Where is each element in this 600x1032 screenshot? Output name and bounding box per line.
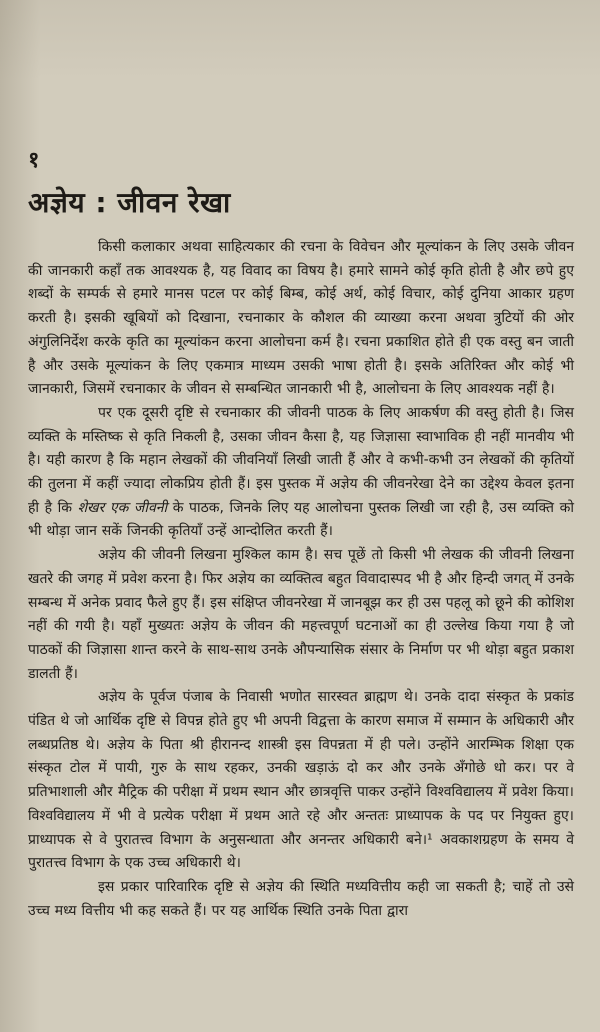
paragraph-2-text-before: पर एक दूसरी दृष्टि से रचनाकार की जीवनी पाठक के लिए आकर्षण की वस्तु होती है। जिस व्यक्ति के मस्तिष्क से कृति निकली है, उसका जीवन कैसा है, यह जिज्ञासा स्वाभाविक ही नहीं मानवीय भी है। यही कारण है कि महान लेखकों की जीवनियाँ लिखी जाती हैं और वे कभी-कभी उन लेखकों की कृतियों की तुलना में कहीं ज्यादा लोकप्रिय होती हैं। इस पुस्तक में अज्ञेय की जीवनरेखा देने का उद्देश्य केवल इतना ही है कि: [28, 404, 574, 516]
paragraph-2: [28, 402, 574, 544]
paragraph-1: किसी कलाकार अथवा साहित्यकार की रचना के विवेचन और मूल्यांकन के लिए उसके जीवन की जानकारी कहाँ तक आवश्यक है, यह विवाद का विषय है। हमारे सामने कोई कृति होती है और छपे हुए शब्दों के सम्पर्क से हमारे मानस पटल पर कोई बिम्ब, कोई अर्थ, कोई विचार, कोई दुनिया आकार ग्रहण करती है। इसकी खूबियों को दिखाना, रचनाकार के कौशल की व्याख्या करना अथवा त्रुटियों की ओर अंगुलिनिर्देश करके कृति का मूल्यांकन करना आलोचना कर्म है। रचना प्रकाशित होते ही एक वस्तु बन जाती है और उसके मूल्यांकन के लिए एकमात्र माध्यम उसकी भाषा होती है। इसके अतिरिक्त और कोई भी जानकारी, जिसमें रचनाकार के जीवन से सम्बन्धित जानकारी भी है, आलोचना के लिए आवश्यक नहीं है।: [28, 239, 574, 398]
chapter-number: १: [28, 148, 40, 173]
body-text: [28, 236, 574, 923]
paragraph-4: अज्ञेय के पूर्वज पंजाब के निवासी भणोत सारस्वत ब्राह्मण थे। उनके दादा संस्कृत के प्रकांड पंडित थे जो आर्थिक दृष्टि से विपन्न होते हुए भी अपनी विद्वत्ता के कारण समाज में सम्मान के अधिकारी और लब्धप्रतिष्ठ थे। अज्ञेय के पिता श्री हीरानन्द शास्त्री इस विपन्नता में ही पले। उन्होंने आरम्भिक शिक्षा एक संस्कृत टोल में पायी, गुरु के साथ रहकर, उनकी खड़ाऊं दो कर और उनके अँगोछे धो कर। पर वे प्रतिभाशाली और मैट्रिक की परीक्षा में प्रथम स्थान और छात्रवृत्ति पाकर उन्होंने विश्वविद्यालय में प्रवेश किया। विश्वविद्यालय में भी वे प्रत्येक परीक्षा में प्रथम आते रहे और अन्ततः प्राध्यापक के पद पर नियुक्त हुए। प्राध्यापक से वे पुरातत्त्व विभाग के अनुसन्धाता और अनन्तर अधिकारी बने।¹ अवकाशग्रहण के समय वे पुरातत्त्व विभाग के एक उच्च अधिकारी थे।: [28, 689, 574, 872]
paragraph-3: अज्ञेय की जीवनी लिखना मुश्किल काम है। सच पूछें तो किसी भी लेखक की जीवनी लिखना खतरे की जगह में प्रवेश करना है। फिर अज्ञेय का व्यक्तित्व बहुत विवादास्पद भी है और हिन्दी जगत् में उनके सम्बन्ध में अनेक प्रवाद फैले हुए हैं। इस संक्षिप्त जीवनरेखा में जानबूझ कर ही उस पहलू को छूने की कोशिश नहीं की गयी है। यहाँ मुख्यतः अज्ञेय के जीवन की महत्त्वपूर्ण घटनाओं का ही उल्लेख किया गया है जो पाठकों की जिज्ञासा शान्त करने के साथ-साथ उनके औपन्यासिक संसार के निर्माण पर भी थोड़ा बहुत प्रकाश डालती हैं।: [28, 547, 574, 682]
paragraph-2-text-after: के पाठक, जिनके लिए यह आलोचना पुस्तक लिखी जा रही है, उस व्यक्ति को भी थोड़ा जान सकें जिनकी कृतियाँ उन्हें आन्दोलित करती हैं।: [28, 499, 574, 540]
paragraph-5: इस प्रकार पारिवारिक दृष्टि से अज्ञेय की स्थिति मध्यवित्तीय कही जा सकती है; चाहें तो उसे उच्च मध्य वित्तीय भी कह सकते हैं। पर यह आर्थिक स्थिति उनके पिता द्वारा: [28, 878, 574, 919]
chapter-title: अज्ञेय : जीवन रेखा: [28, 186, 231, 219]
book-title-italic: शेखर एक जीवनी: [77, 499, 168, 516]
